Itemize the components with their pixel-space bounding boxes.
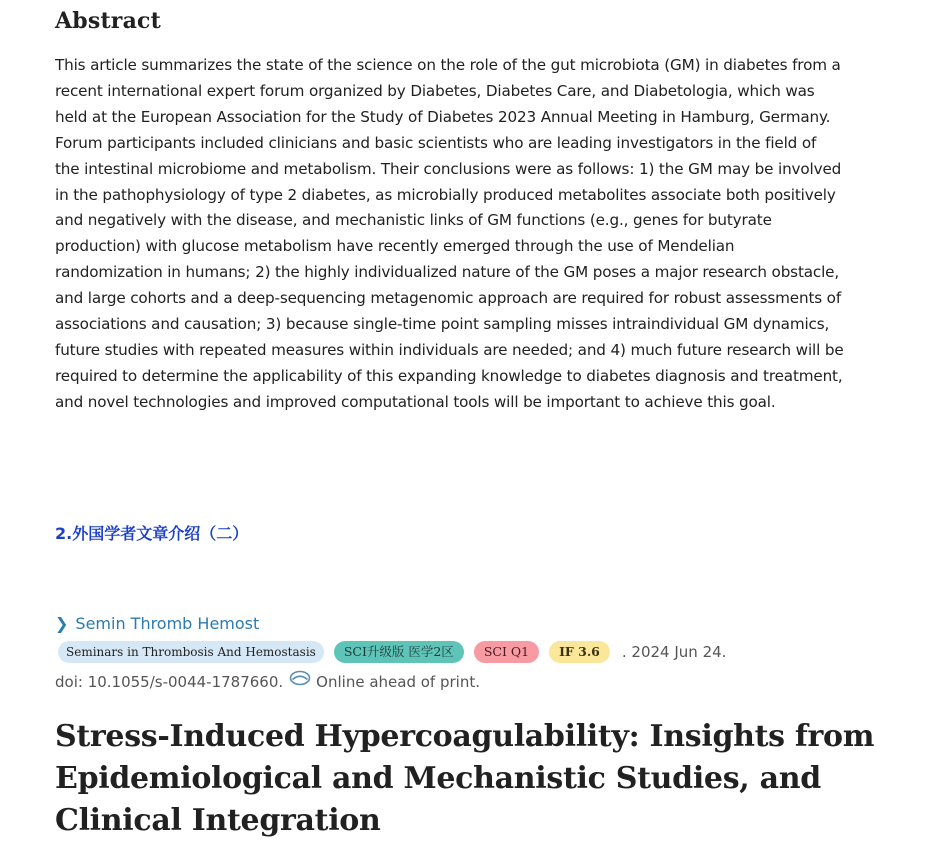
publication-status: Online ahead of print. xyxy=(316,673,480,691)
online-ahead-icon xyxy=(289,670,311,686)
sci-partition-badge: SCI升级版 医学2区 xyxy=(334,641,464,663)
chevron-right-icon: ❯ xyxy=(55,614,69,633)
article-title: Stress-Induced Hypercoagulability: Insights from Epidemiological and Mechanistic Studies, and Clinical Integration xyxy=(55,719,875,838)
journal-link[interactable] xyxy=(55,614,259,633)
sci-quartile-badge: SCI Q1 xyxy=(474,641,539,663)
impact-factor-badge: IF 3.6 xyxy=(549,641,610,663)
doi-row xyxy=(55,673,480,691)
journal-metrics-row xyxy=(58,641,726,663)
publication-date: . 2024 Jun 24. xyxy=(621,643,727,661)
journal-name-badge: Seminars in Thrombosis And Hemostasis xyxy=(58,641,324,663)
section-heading: 2.外国学者文章介绍（二） xyxy=(55,524,249,543)
journal-link-label: Semin Thromb Hemost xyxy=(75,614,260,633)
abstract-text: This article summarizes the state of the science on the role of the gut microbiota (GM) in diabetes from a recent international expert forum organized by Diabetes, Diabetes Care, and Diabetologia, which was held at the European Association for the Study of Diabetes 2023 Annual Meeting in Hamburg, Germany. Forum participants included clinicians and basic scientists who are leading investigators in the field of the intestinal microbiome and metabolism. Their conclusions were as follows: 1) the GM may be involved in the pathophysiology of type 2 diabetes, as microbially produced metabolites associate both positively and negatively with the disease, and mechanistic links of GM functions (e.g., genes for butyrate production) with glucose metabolism have recently emerged through the use of Mendelian randomization in humans; 2) the highly individualized nature of the GM poses a major research obstacle, and large cohorts and a deep-sequencing metagenomic approach are required for robust assessments of associations and causation; 3) because single-time point sampling misses intraindividual GM dynamics, future studies with repeated measures within individuals are needed; and 4) much future research will be required to determine the applicability of this expanding knowledge to diabetes diagnosis and treatment, and novel technologies and improved computational tools will be important to achieve this goal. xyxy=(55,56,844,411)
abstract-heading: Abstract xyxy=(55,8,162,34)
doi-text[interactable]: doi: 10.1055/s-0044-1787660. xyxy=(55,673,284,691)
